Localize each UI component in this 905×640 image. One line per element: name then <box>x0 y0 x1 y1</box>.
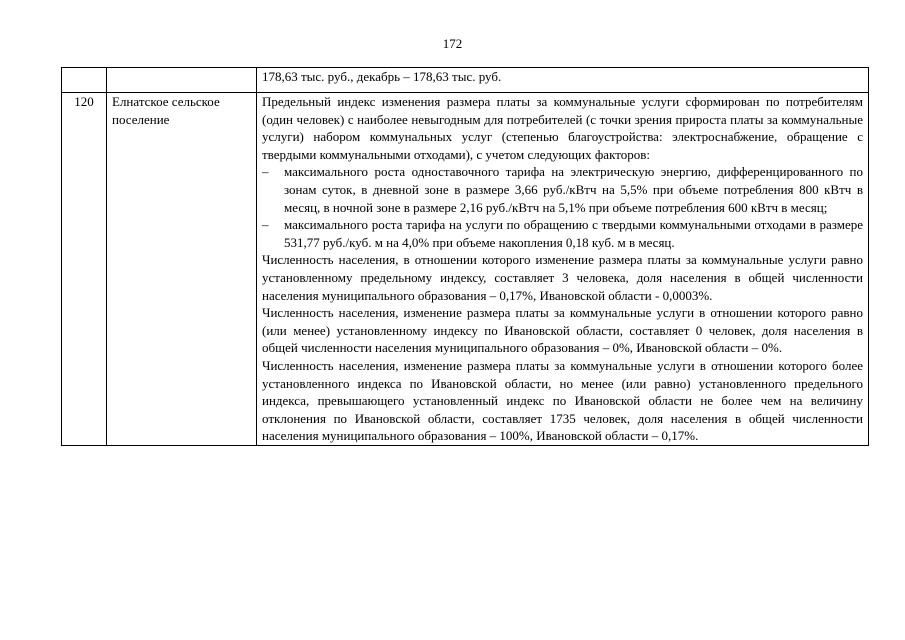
dash-marker: – <box>262 164 269 180</box>
page-number: 172 <box>442 36 463 51</box>
bullet-item <box>262 163 863 216</box>
bullet-item <box>262 216 863 251</box>
municipality-name-cell: Елнатское сельское поселение <box>107 93 257 446</box>
table-row <box>62 93 869 446</box>
intro-paragraph: Предельный индекс изменения размера платы за коммунальные услуги сформирован по потребителям (один человек) с наиболее невыгодным для потребителей (с точки зрения прироста платы за коммунальные услуги) набором коммунальных услуг (степенью благоустройства: электроснабжение, обращение с твердыми коммунальными отходами), с учетом следующих факторов: <box>262 94 863 162</box>
description-cell <box>257 93 869 446</box>
population-paragraph: Численность населения, в отношении которого изменение размера платы за коммунальные услуги равно установленному предельному индексу, составляет 3 человека, доля населения в общей численности населения муниципального образования – 0,17%, Ивановской области - 0,0003%. <box>262 252 863 303</box>
row-number-cell <box>62 68 107 93</box>
document-table <box>61 67 869 446</box>
table-row <box>62 68 869 93</box>
bullet-text: максимального роста одноставочного тарифа на электрическую энергию, дифференцированного по зонам суток, в дневной зоне в размере 3,66 руб./кВтч на 5,5% при объеме потребления 800 кВтч в месяц, в ночной зоне в размере 2,16 руб./кВтч на 5,1% при объеме потребления 600 кВтч в месяц; <box>284 164 863 215</box>
dash-marker: – <box>262 217 269 233</box>
population-paragraph: Численность населения, изменение размера платы за коммунальные услуги в отношении которого более установленного индекса по Ивановской области, но менее (или равно) установленного предельного индекса, превышающего установленный индекс по Ивановской области не более чем на величину отклонения по Ивановской области, составляет 1735 человек, доля населения в общей численности населения муниципального образования – 100%, Ивановской области – 0,17%. <box>262 357 863 444</box>
population-paragraph: Численность населения, изменение размера платы за коммунальные услуги в отношении которого равно (или менее) установленному индексу по Ивановской области, составляет 0 человек, доля населения в общей численности населения муниципального образования – 0%, Ивановской области – 0%. <box>262 305 863 356</box>
description-cell: 178,63 тыс. руб., декабрь – 178,63 тыс. руб. <box>257 68 869 93</box>
bullet-text: максимального роста тарифа на услуги по обращению с твердыми коммунальными отходами в размере 531,77 руб./куб. м на 4,0% при объеме накопления 0,18 куб. м в месяц. <box>284 217 863 250</box>
municipality-name-cell <box>107 68 257 93</box>
row-number-cell: 120 <box>62 93 107 446</box>
